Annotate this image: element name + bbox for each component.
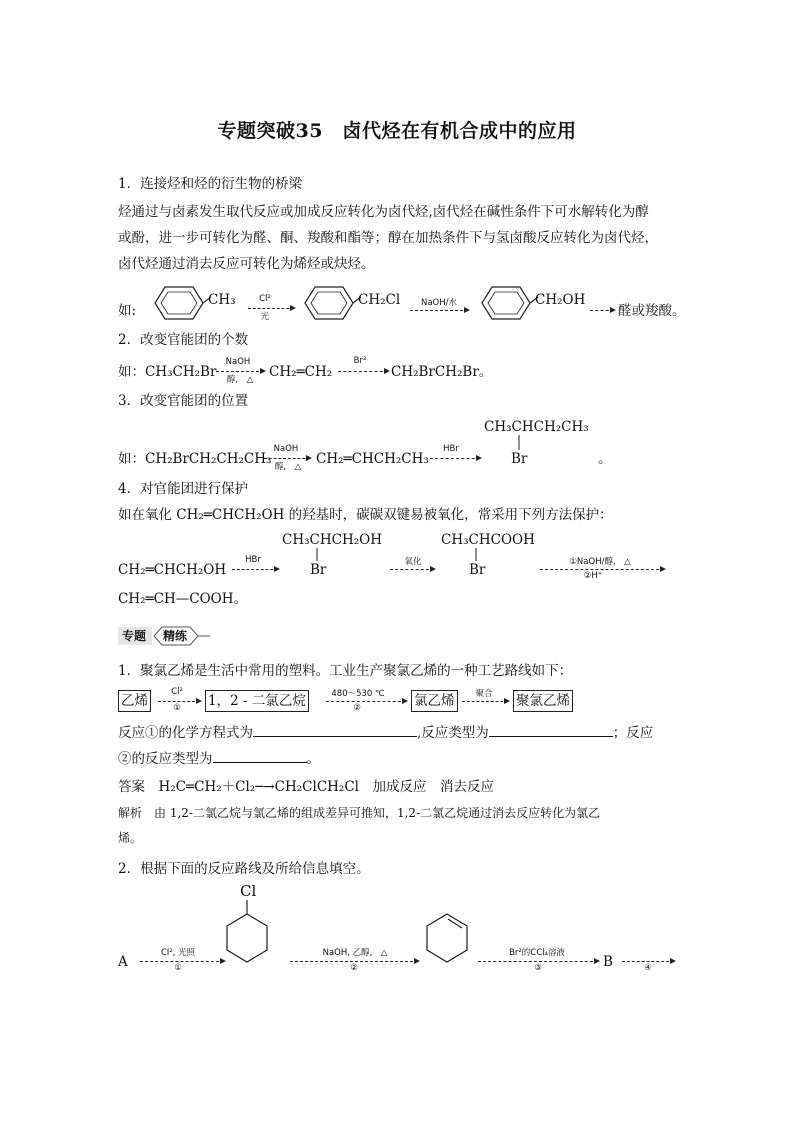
compound-b: B (603, 954, 613, 970)
intermediate-1: CH₃CHCH₂OH (282, 532, 382, 548)
section-1-para-3: 卤代烃通过消去反应可转化为烯烃或炔烃。 (118, 256, 375, 272)
cond-naoh-alcohol: ①NaOH/醇, △ (569, 557, 631, 567)
analysis-line-1 (118, 803, 600, 823)
cond-temperature: 480～530 ℃ (331, 689, 385, 699)
arrow-step-1 (158, 701, 200, 702)
question-1-prompt-2 (118, 748, 320, 769)
tag-label-practice: 精练 (163, 629, 188, 643)
analysis-label: 解析 (118, 806, 143, 820)
example-label: 如: (118, 303, 137, 319)
answer-blank-equation[interactable] (253, 722, 417, 737)
answer-blank-type-1[interactable] (489, 722, 613, 737)
answer-blank-type-2[interactable] (213, 748, 307, 763)
step-1-label: ① (173, 703, 181, 713)
arrow-elimination (264, 458, 310, 459)
section-2-start: 如：CH₃CH₂Br (118, 364, 217, 380)
box-dichloroethane: 1，2 - 二氯乙烷 (205, 690, 309, 712)
section-3-heading: 3．改变官能团的位置 (118, 393, 249, 409)
arrow-hbr-addition (430, 458, 480, 459)
cond-cl2: Cl² (171, 687, 183, 697)
methyl-group: CH₃ (208, 292, 236, 308)
prompt-reaction: ；反应 (612, 725, 654, 741)
chlorocyclohexane-ring (225, 900, 275, 970)
cond-hbr: HBr (245, 555, 261, 565)
prompt-type-2: ②的反应类型为 (118, 751, 213, 767)
arrow-chlorination (248, 308, 294, 309)
aldehyde-acid-text: 醛或羧酸。 (618, 303, 686, 319)
section-1-para-2: 或酚，进一步可转化为醛、酮、羧酸和酯等；醇在加热条件下与氢卤酸反应转化为卤代烃， (118, 230, 658, 246)
box-vinyl-chloride: 氯乙烯 (411, 690, 458, 712)
cond-alcohol-heat: 醇, △ (274, 462, 302, 472)
intermediate-2-br: Br (469, 562, 486, 578)
analysis-text: 由 1,2-二氯乙烷与氯乙烯的组成差异可推知，1,2-二氯乙烷通过消去反应转化为氯乙 (154, 806, 601, 820)
cond-oxidation: 氧化 (404, 557, 422, 567)
step-1-label: ① (174, 963, 182, 973)
answer-text: H₂C═CH₂＋Cl₂─→CH₂ClCH₂Cl 加成反应 消去反应 (158, 779, 494, 795)
cond-acid: ②H⁺ (583, 571, 603, 581)
cond-polymerize: 聚合 (475, 689, 493, 699)
answer-label: 答案 (118, 779, 145, 795)
step-4-label: ④ (644, 963, 652, 973)
section-4-heading: 4．对官能团进行保护 (118, 481, 249, 497)
chlorine-label: Cl (240, 882, 257, 900)
arrow-step-2 (290, 961, 418, 962)
cond-cl2: Cl² (259, 294, 271, 304)
question-1-text: 1．聚氯乙烯是生活中常用的塑料。工业生产聚氯乙烯的一种工艺路线如下： (118, 663, 573, 679)
step-2-label: ② (353, 703, 361, 713)
product-br: Br (511, 451, 528, 467)
section-1-para-1: 烃通过与卤素发生取代反应或加成反应转化为卤代烃,卤代烃在碱性条件下可水解转化为醇 (118, 204, 649, 220)
arrow-step-2 (326, 701, 406, 702)
cond-light: 光 (260, 312, 270, 322)
prompt-type: ,反应类型为 (417, 725, 489, 741)
arrow-deprotect (540, 569, 664, 570)
step-3-label: ③ (534, 963, 542, 973)
allyl-alcohol: CH₂═CHCH₂OH (118, 562, 227, 578)
ethylene: CH₂═CH₂ (269, 364, 333, 380)
butene: CH₂═CHCH₂CH₃ (316, 451, 429, 467)
compound-a: A (118, 954, 128, 970)
cyclohexene-ring (425, 908, 475, 974)
benzyl-alcohol-ring (472, 283, 542, 323)
cond-naoh-ethanol: NaOH, 乙醇, △ (322, 948, 388, 958)
box-ethylene: 乙烯 (118, 690, 151, 712)
question-2-text: 2．根据下面的反应路线及所给信息填空。 (118, 861, 370, 877)
page-title: 专题突破35 卤代烃在有机合成中的应用 (217, 120, 577, 142)
tag-label: 专题 (122, 629, 147, 643)
section-3-start: 如：CH₂BrCH₂CH₂CH₃ (118, 451, 272, 467)
intermediate-1-br: Br (310, 562, 327, 578)
section-2-heading: 2．改变官能团的个数 (118, 332, 249, 348)
arrow-step-1 (140, 961, 224, 962)
arrow-hydrolysis (410, 310, 468, 311)
analysis-line-2: 烯。 (118, 831, 143, 845)
section-4-intro: 如在氧化 CH₂═CHCH₂OH 的羟基时，碳碳双键易被氧化，常采用下列方法保护： (118, 507, 613, 523)
arrow-elimination (216, 371, 264, 372)
cond-alcohol-heat: 醇, △ (226, 375, 254, 385)
ch2oh-group: CH₂OH (535, 292, 586, 308)
arrow-step-3 (462, 701, 508, 702)
toluene-ring (145, 283, 215, 323)
arrow-step-4 (622, 961, 674, 962)
cond-naoh-water: NaOH/水 (420, 298, 457, 308)
prompt-equation: 反应①的化学方程式为 (118, 725, 253, 741)
period: 。 (598, 451, 612, 467)
dibromoethane: CH₂BrCH₂Br。 (391, 364, 493, 380)
ch2cl-group: CH₂Cl (358, 292, 401, 308)
cond-br2-ccl4: Br²的CCl₄溶液 (509, 948, 565, 958)
question-1-prompt (118, 722, 653, 743)
arrow-addition (338, 371, 388, 372)
arrow-oxidize (390, 569, 434, 570)
step-2-label: ② (350, 963, 358, 973)
section-1-heading: 1．连接烃和烃的衍生物的桥梁 (118, 176, 303, 192)
box-pvc: 聚氯乙烯 (513, 690, 573, 712)
prompt-end: 。 (306, 751, 320, 767)
arrow-step-3 (478, 961, 598, 962)
cond-naoh: NaOH (273, 444, 299, 454)
arrow-oxidation (590, 310, 614, 311)
benzyl-chloride-ring (295, 283, 365, 323)
answer-line (118, 777, 494, 797)
intermediate-2: CH₃CHCOOH (441, 532, 535, 548)
acrylic-acid: CH₂═CH—COOH。 (118, 591, 247, 607)
arrow-protect (232, 569, 278, 570)
cond-br2: Br² (353, 356, 367, 366)
cond-naoh: NaOH (225, 357, 251, 367)
cond-cl2-light: Cl², 光照 (160, 948, 196, 958)
cond-hbr: HBr (443, 444, 459, 454)
product-chain: CH₃CHCH₂CH₃ (484, 419, 589, 435)
